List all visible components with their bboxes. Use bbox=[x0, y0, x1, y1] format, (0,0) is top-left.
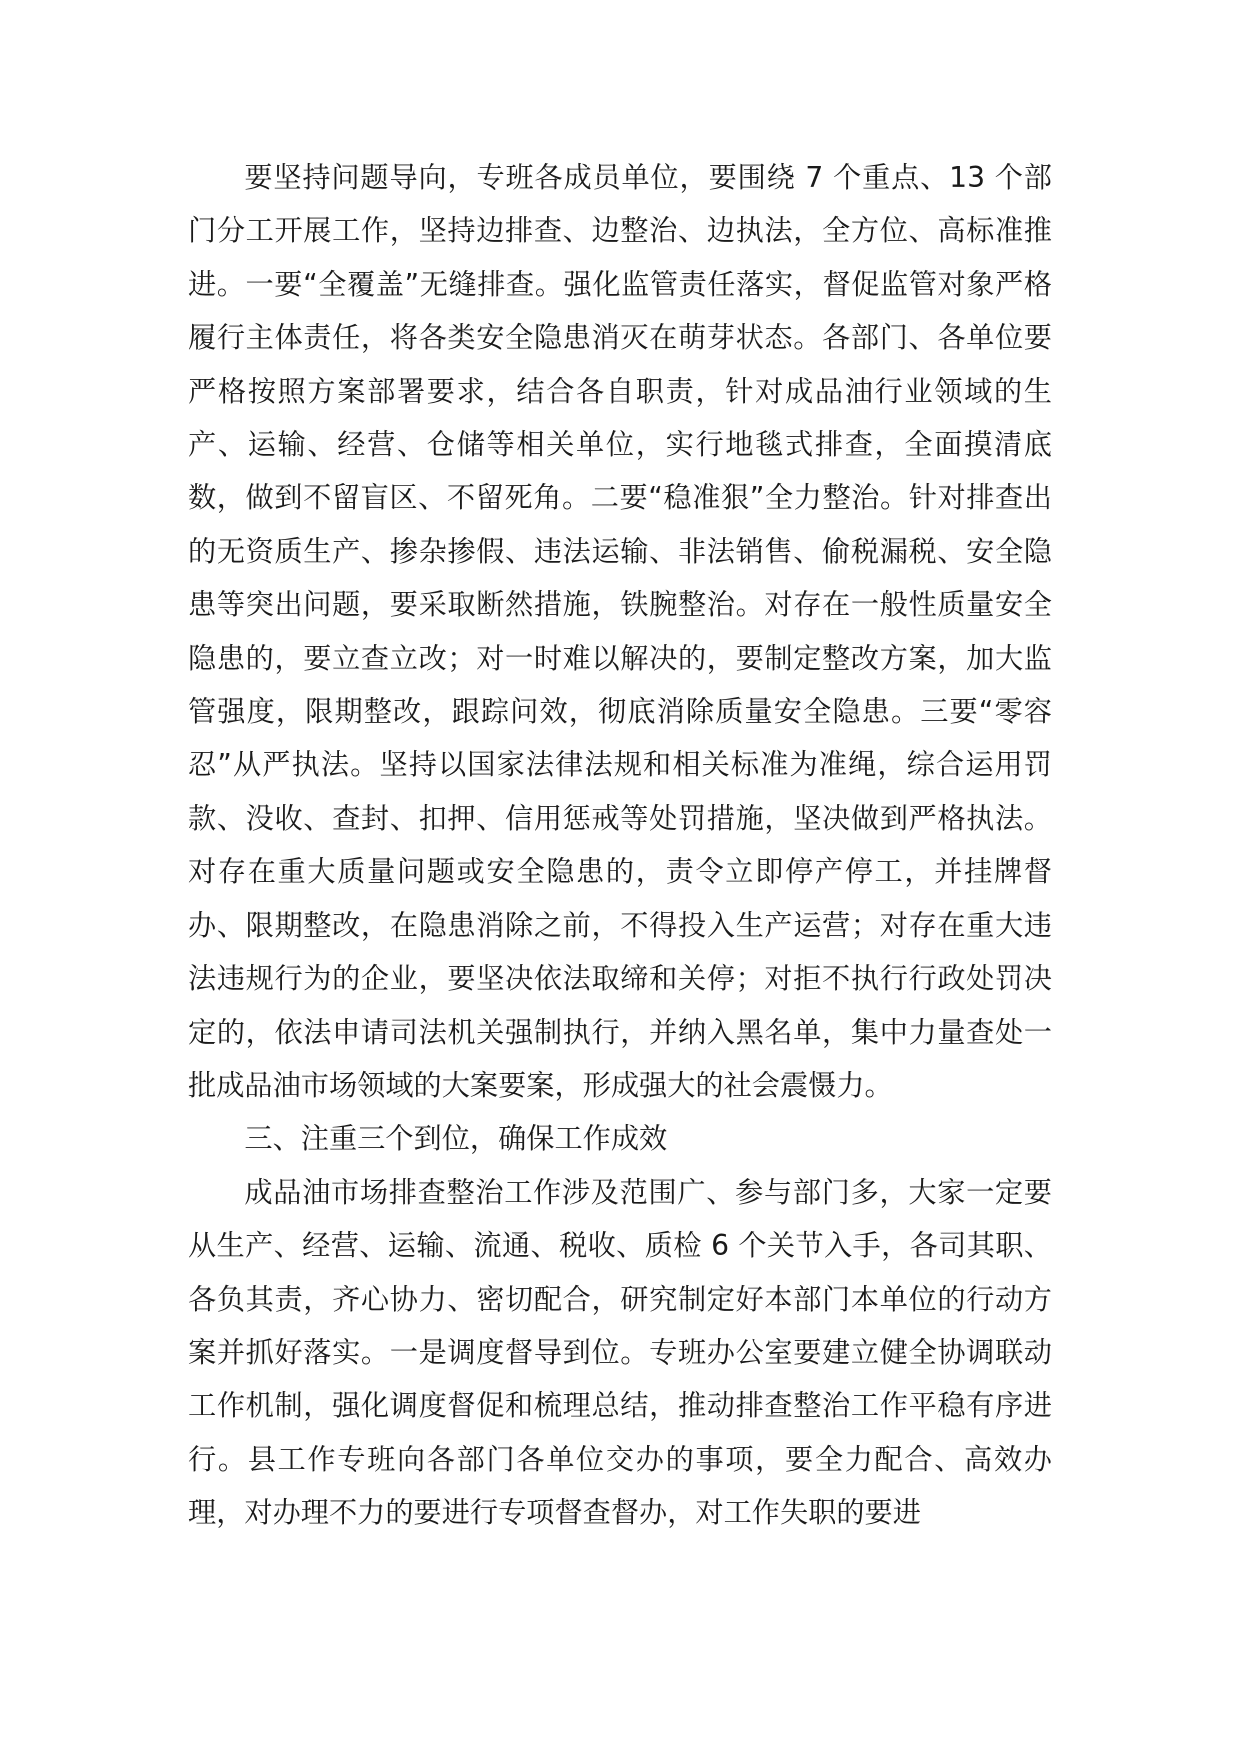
paragraph-three-in-place: 成品油市场排查整治工作涉及范围广、参与部门多，大家一定要从生产、经营、运输、流通、税收、质检 6 个关节入手，各司其职、各负其责，齐心协力、密切配合，研究制定好本部门本单位的行动方案并抓好落实。一是调度督导到位。专班办公室要建立健全协调联动工作机制，强化调度督促和梳理总结，推动排查整治工作平稳有序进行。县工作专班向各部门各单位交办的事项，要全力配合、高效办理，对办理不力的要进行专项督查督办，对工作失职的要进 bbox=[188, 1175, 1052, 1530]
document-body bbox=[188, 151, 1052, 1540]
paragraph-investigation-rectification: 要坚持问题导向，专班各成员单位，要围绕 7 个重点、13 个部门分工开展工作，坚持边排查、边整治、边执法，全方位、高标准推进。一要“全覆盖”无缝排查。强化监管责任落实，督促监管对象严格履行主体责任，将各类安全隐患消灭在萌芽状态。各部门、各单位要严格按照方案部署要求，结合各自职责，针对成品油行业领域的生产、运输、经营、仓储等相关单位，实行地毯式排查，全面摸清底数，做到不留盲区、不留死角。二要“稳准狠”全力整治。针对排查出的无资质生产、掺杂掺假、违法运输、非法销售、偷税漏税、安全隐患等突出问题，要采取断然措施，铁腕整治。对存在一般性质量安全隐患的，要立查立改；对一时难以解决的，要制定整改方案，加大监管强度，限期整改，跟踪问效，彻底消除质量安全隐患。三要“零容忍”从严执法。坚持以国家法律法规和相关标准为准绳，综合运用罚款、没收、查封、扣押、信用惩戒等处罚措施，坚决做到严格执法。对存在重大质量问题或安全隐患的，责令立即停产停工，并挂牌督办、限期整改，在隐患消除之前，不得投入生产运营；对存在重大违法违规行为的企业，要坚决依法取缔和关停；对拒不执行行政处罚决定的，依法申请司法机关强制执行，并纳入黑名单，集中力量查处一批成品油市场领域的大案要案，形成强大的社会震慑力。 bbox=[188, 161, 1052, 1102]
section-heading-three: 三、注重三个到位，确保工作成效 bbox=[244, 1122, 668, 1156]
